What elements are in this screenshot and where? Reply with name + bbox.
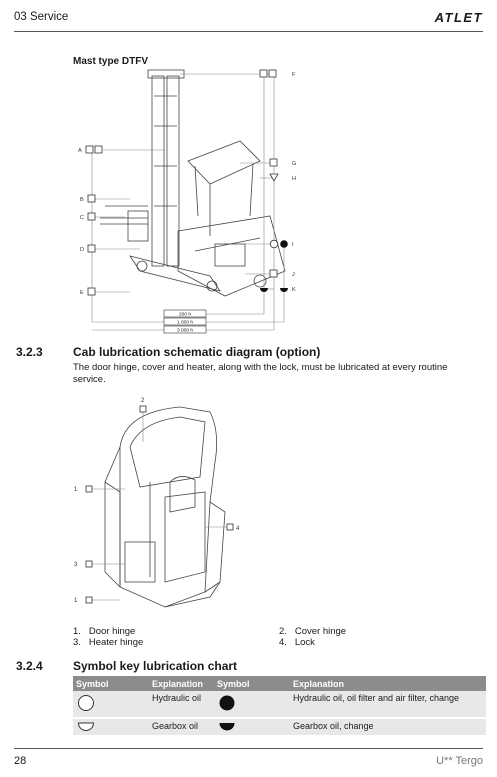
interval-200h: 200 h xyxy=(178,312,192,318)
mast-label-g: G xyxy=(292,161,297,167)
page-header xyxy=(14,9,483,32)
mast-label-i: I xyxy=(292,242,294,248)
interval-1000h: 1 000 h xyxy=(176,320,194,326)
legend-text: Lock xyxy=(294,637,315,648)
symbol-key-table xyxy=(73,676,486,737)
mast-label-f: F xyxy=(292,72,296,78)
half-circle-outline-icon xyxy=(76,721,96,731)
cab-callout-4: 4 xyxy=(236,526,240,532)
legend-number: 4. xyxy=(279,637,287,648)
cab-lubrication-diagram xyxy=(70,392,250,617)
column-header: Symbol xyxy=(73,676,149,691)
legend-number: 3. xyxy=(73,637,81,648)
mast-label-e: E xyxy=(80,290,84,296)
symbol-cell xyxy=(214,691,290,718)
legend-text: Door hinge xyxy=(88,626,136,637)
mast-label-h: H xyxy=(292,176,296,182)
mast-label-c: C xyxy=(80,215,84,221)
section-title-323: Cab lubrication schematic diagram (option) xyxy=(73,345,321,359)
section-number-323: 3.2.3 xyxy=(16,345,43,359)
explanation-cell: Hydraulic oil xyxy=(149,691,214,718)
mast-label-j: J xyxy=(292,272,295,278)
column-header: Explanation xyxy=(290,676,486,691)
mast-label-d: D xyxy=(80,247,84,253)
legend-item-2 xyxy=(279,626,346,637)
legend-item-1 xyxy=(73,626,135,637)
half-circle-filled-icon xyxy=(217,721,237,731)
mast-label-a: A xyxy=(78,148,82,154)
column-header: Explanation xyxy=(149,676,214,691)
symbol-cell xyxy=(214,718,290,736)
page-footer xyxy=(14,748,483,769)
cab-callout-1-lower: 1 xyxy=(74,598,78,604)
mast-label-k: K xyxy=(292,287,296,293)
explanation-cell: Hydraulic oil, oil filter and air filter, change xyxy=(290,691,486,718)
interval-3000h: 3 000 h xyxy=(176,328,194,334)
section-body-323: The door hinge, cover and heater, along with the lock, must be lubricated at every routine service. xyxy=(73,362,448,385)
column-header: Symbol xyxy=(214,676,290,691)
product-name: U** Tergo xyxy=(436,755,483,767)
mast-figure-caption: Mast type DTFV xyxy=(73,56,149,67)
explanation-cell: Gearbox oil, change xyxy=(290,718,486,736)
legend-number: 2. xyxy=(279,626,287,637)
table-row xyxy=(73,718,486,736)
legend-item-3 xyxy=(73,637,143,648)
table-header-row xyxy=(73,676,486,691)
explanation-cell: Gearbox oil xyxy=(149,718,214,736)
section-number-324: 3.2.4 xyxy=(16,659,43,673)
cab-callout-1: 1 xyxy=(74,487,78,493)
section-title-324: Symbol key lubrication chart xyxy=(73,659,238,673)
legend-text: Cover hinge xyxy=(294,626,347,637)
symbol-cell xyxy=(73,718,149,736)
circle-outline-icon xyxy=(76,693,96,713)
section-heading: 03 Service xyxy=(14,11,69,23)
circle-filled-icon xyxy=(217,693,237,713)
legend-item-4 xyxy=(279,637,315,648)
legend-text: Heater hinge xyxy=(88,637,144,648)
mast-lubrication-diagram xyxy=(70,66,310,338)
legend-number: 1. xyxy=(73,626,81,637)
page-number: 28 xyxy=(14,755,27,767)
table-row xyxy=(73,691,486,718)
symbol-cell xyxy=(73,691,149,718)
brand-logo: ATLET xyxy=(434,10,483,25)
mast-label-b: B xyxy=(80,197,84,203)
cab-callout-2: 2 xyxy=(141,398,145,404)
cab-callout-3: 3 xyxy=(74,562,78,568)
